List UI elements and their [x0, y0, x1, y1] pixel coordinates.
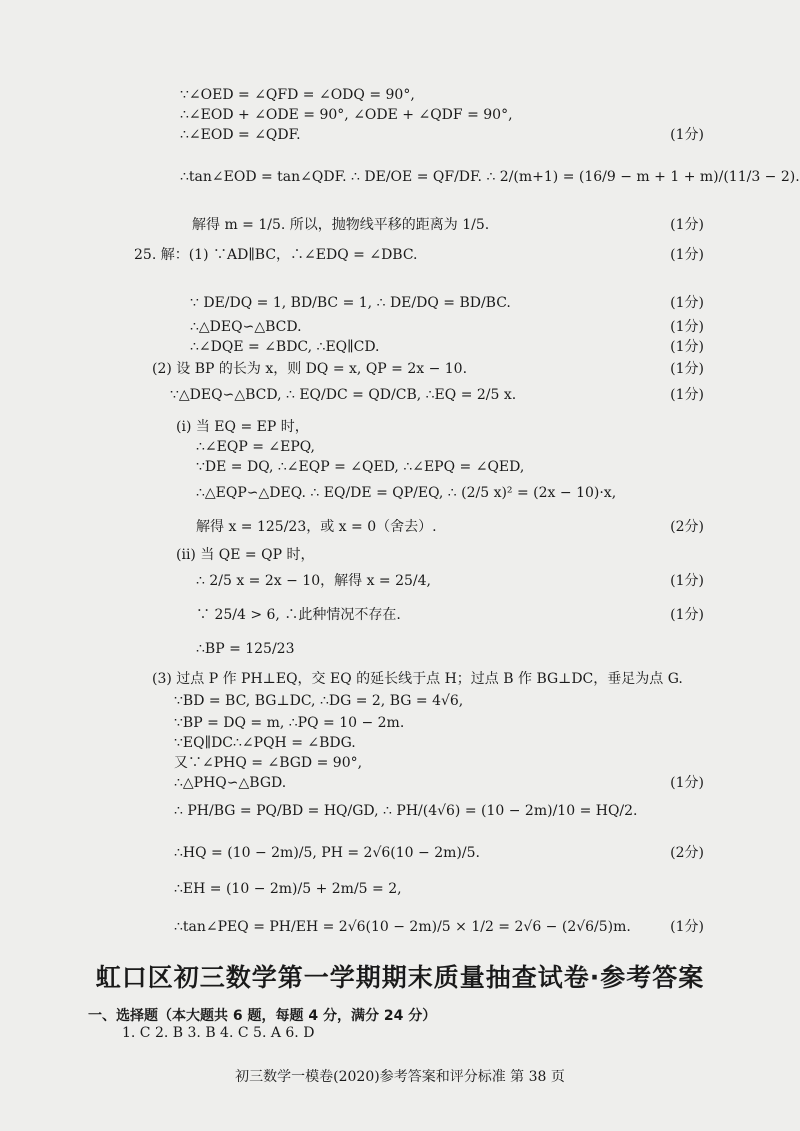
solution-line: ∴HQ = (10 − 2m)/5, PH = 2√6(10 − 2m)/5.: [174, 845, 480, 861]
score-mark: (1分): [670, 919, 704, 935]
solution-line: ∵BD = BC, BG⊥DC, ∴DG = 2, BG = 4√6,: [174, 693, 464, 709]
solution-line: (i) 当 EQ = EP 时，: [176, 419, 309, 435]
solution-line: ∴∠EQP = ∠EPQ,: [196, 439, 315, 455]
solution-line: (3) 过点 P 作 PH⊥EQ，交 EQ 的延长线于点 H；过点 B 作 BG⊥DC，垂足为点 G.: [152, 671, 683, 687]
solution-line: ∴tan∠PEQ = PH/EH = 2√6(10 − 2m)/5 × 1/2 = 2√6 − (2√6/5)m.: [174, 919, 631, 935]
score-mark: (1分): [670, 295, 704, 311]
part-one-answers: 1. C 2. B 3. B 4. C 5. A 6. D: [122, 1025, 315, 1041]
score-mark: (1分): [670, 607, 704, 623]
score-mark: (1分): [670, 247, 704, 263]
solution-line: ∴BP = 125/23: [196, 641, 295, 657]
solution-line: ∵EQ∥DC∴∠PQH = ∠BDG.: [174, 735, 356, 751]
score-mark: (2分): [670, 845, 704, 861]
solution-line: 25. 解：(1) ∵AD∥BC，∴∠EDQ = ∠DBC.: [134, 247, 418, 263]
solution-line: 解得 x = 125/23，或 x = 0（舍去）.: [196, 519, 437, 535]
score-mark: (1分): [670, 217, 704, 233]
solution-line: ∴∠EOD + ∠ODE = 90°, ∠ODE + ∠QDF = 90°,: [180, 107, 513, 123]
solution-line: ∴ PH/BG = PQ/BD = HQ/GD, ∴ PH/(4√6) = (10 − 2m)/10 = HQ/2.: [174, 803, 638, 819]
solution-line: ∴△EQP∽△DEQ. ∴ EQ/DE = QP/EQ, ∴ (2/5 x)² = (2x − 10)·x,: [196, 485, 617, 501]
solution-line: ∴EH = (10 − 2m)/5 + 2m/5 = 2,: [174, 881, 402, 897]
solution-line: 又∵∠PHQ = ∠BGD = 90°,: [174, 755, 363, 771]
score-mark: (1分): [670, 573, 704, 589]
solution-line: 解得 m = 1/5. 所以，抛物线平移的距离为 1/5.: [192, 217, 490, 233]
page-footer: 初三数学一模卷(2020)参考答案和评分标准 第 38 页: [235, 1069, 565, 1085]
solution-line: ∵DE = DQ, ∴∠EQP = ∠QED, ∴∠EPQ = ∠QED,: [196, 459, 525, 475]
solution-line: ∴∠EOD = ∠QDF.: [180, 127, 301, 143]
score-mark: (1分): [670, 339, 704, 355]
score-mark: (1分): [670, 387, 704, 403]
solution-line: ∴△PHQ∽△BGD.: [174, 775, 287, 791]
solution-line: (ii) 当 QE = QP 时，: [176, 547, 315, 563]
score-mark: (1分): [670, 775, 704, 791]
score-mark: (1分): [670, 319, 704, 335]
solution-line: ∵ DE/DQ = 1, BD/BC = 1, ∴ DE/DQ = BD/BC.: [190, 295, 511, 311]
score-mark: (1分): [670, 361, 704, 377]
part-one-heading: 一、选择题（本大题共 6 题，每题 4 分，满分 24 分）: [88, 1008, 437, 1024]
solution-line: ∵ 25/4 > 6, ∴此种情况不存在.: [196, 607, 401, 623]
solution-line: ∴∠DQE = ∠BDC, ∴EQ∥CD.: [190, 339, 380, 355]
solution-line: ∴△DEQ∽△BCD.: [190, 319, 302, 335]
solution-line: ∵△DEQ∽△BCD, ∴ EQ/DC = QD/CB, ∴EQ = 2/5 x.: [170, 387, 517, 403]
solution-line: (2) 设 BP 的长为 x，则 DQ = x, QP = 2x − 10.: [152, 361, 468, 377]
score-mark: (1分): [670, 127, 704, 143]
section-title: 虹口区初三数学第一学期期末质量抽查试卷·参考答案: [95, 963, 705, 992]
solution-line: ∵BP = DQ = m, ∴PQ = 10 − 2m.: [174, 715, 405, 731]
solution-line: ∴ 2/5 x = 2x − 10，解得 x = 25/4,: [196, 573, 431, 589]
score-mark: (2分): [670, 519, 704, 535]
solution-line: ∵∠OED = ∠QFD = ∠ODQ = 90°,: [180, 87, 415, 103]
solution-line: ∴tan∠EOD = tan∠QDF. ∴ DE/OE = QF/DF. ∴ 2/(m+1) = (16/9 − m + 1 + m)/(11/3 − 2).: [180, 169, 800, 185]
